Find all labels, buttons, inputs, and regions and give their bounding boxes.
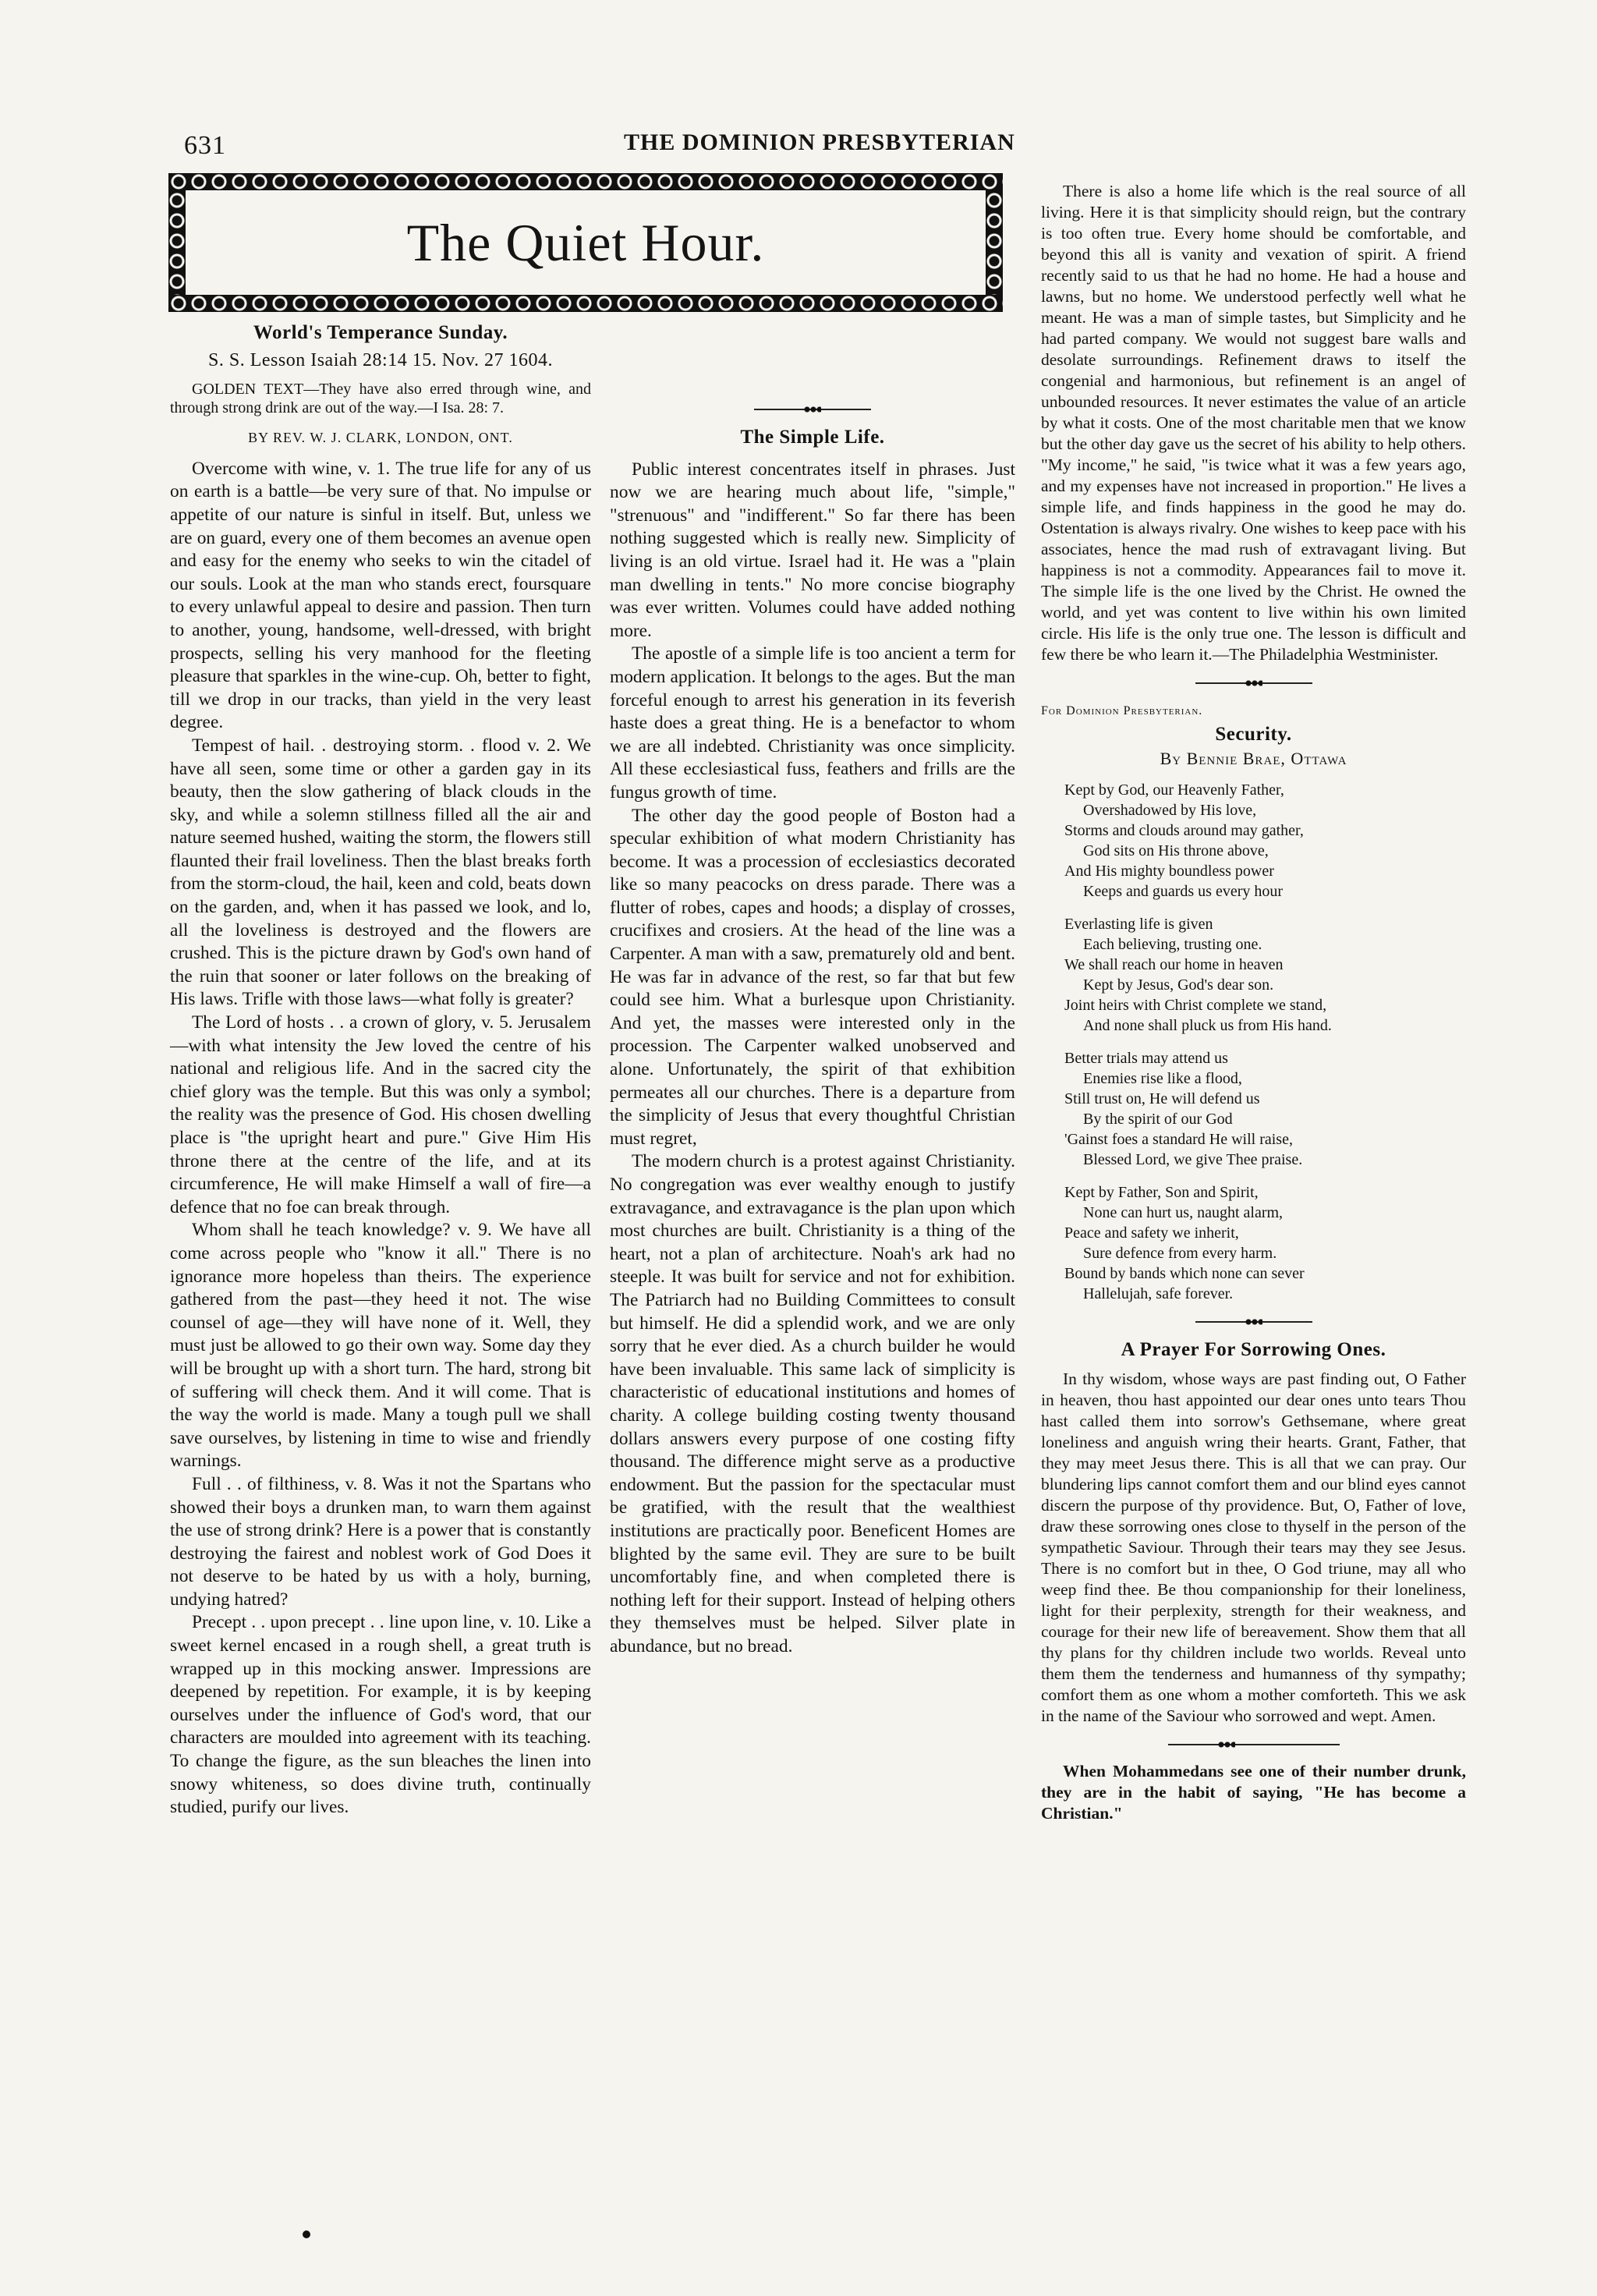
poem-line: None can hurt us, naught alarm,	[1083, 1203, 1284, 1221]
section-divider	[1195, 679, 1312, 687]
simple-life-column	[610, 392, 1015, 1658]
print-speck	[303, 2230, 310, 2238]
poem-stanza	[1064, 1182, 1466, 1304]
poem-line: Peace and safety we inherit,	[1064, 1224, 1239, 1242]
poem-line: Overshadowed by His love,	[1083, 801, 1257, 819]
poem-line: 'Gainst foes a standard He will raise,	[1064, 1130, 1293, 1148]
section-divider	[754, 406, 871, 413]
golden-text-body: GOLDEN TEXT—They have also erred through wine, and through strong drink are out of the way.—I Isa. 28: 7.	[170, 381, 591, 417]
poem-line: Storms and clouds around may gather,	[1064, 821, 1304, 839]
poem-title: Security.	[1215, 723, 1292, 745]
poem-line: We shall reach our home in heaven	[1064, 955, 1284, 973]
lesson-paragraph: The Lord of hosts . . a crown of glory, v. 5. Jerusalem—with what intensity the Jew loved the centre of his national and religious life. And in the sacred city the chief glory was the temple. But this was only a symbol; the reality was the presence of God. His chosen dwelling place is "the upright heart and pure." Give Him His throne there at the centre of the life, and at its circumference, He will make Himself a wall of fire—a defence that no foe can break through.	[170, 1012, 591, 1217]
poem-line: Enemies rise like a flood,	[1083, 1069, 1242, 1087]
lesson-paragraph: Tempest of hail. . destroying storm. . flood v. 2. We have all seen, some time or other a garden gay in its beauty, then the slow gathering of black clouds in the sky, and while a solemn stillness filled all the air and nature seemed hushed, waiting the storm, the flowers still flaunted their frail loveliness. Then the blast breaks forth from the storm-cloud, the hail, keen and cold, beats down on the garden, and, when it has passed we look, and lo, all the loveliness is destroyed and the flowers are crushed. This is the picture drawn by God's own hand of the ruin that sooner or later follows on the breaking of His laws. Trifle with those laws—what folly is greater?	[170, 735, 591, 1010]
simple-life-paragraph: The modern church is a protest against Christianity. No congregation was ever wealthy enough to justify extravagance, and extravagance is the plan upon which most churches are built. Christianity is a thing of the heart, not a plan of architecture. Noah's ark had no steeple. It was built for service and not for exhibition. The Patriarch had no Building Committees to consult but himself. He did a splendid work, and we are only sorry that he ever died. As a church builder he would have been invaluable. This same lack of simplicity is characteristic of educational institutions and homes of charity. A college building costing twenty thousand dollars answers every purpose of one costing fifty thousand. The difference might serve as a productive endowment. But the passion for the spectacular must be gratified, with the result that the wealthiest institutions are practically poor. Beneficent Homes are blighted by the same evil. They are sure to be built uncomfortably fine, and when completed there is nothing left for their support. Instead of helping others they themselves must be helped. Silver plate in abundance, but no bread.	[610, 1151, 1015, 1656]
department-banner	[168, 173, 1003, 312]
poem-line: Everlasting life is given	[1064, 915, 1213, 933]
poem-line: By the spirit of our God	[1083, 1110, 1233, 1128]
poem-line: Kept by Father, Son and Spirit,	[1064, 1183, 1259, 1201]
golden-text	[170, 380, 591, 417]
poem-stanza	[1064, 1048, 1466, 1170]
simple-life-paragraph: Public interest concentrates itself in phrases. Just now we are hearing much about life, "simple," "strenuous" and "indifferent." So far there has been nothing suggested which is really new. Simplicity of living is an old virtue. Israel had it. He was a "plain man dwelling in tents." No more concise biography was ever written. Volumes could have added nothing more.	[610, 459, 1015, 641]
lesson-byline: BY REV. W. J. CLARK, LONDON, ONT.	[248, 430, 513, 446]
poem-line: Keeps and guards us every hour	[1083, 882, 1284, 900]
poem-line: Better trials may attend us	[1064, 1049, 1228, 1067]
lesson-title: World's Temperance Sunday.	[253, 322, 508, 343]
poem-source: For Dominion Presbyterian.	[1041, 704, 1203, 718]
poem-line: Kept by Jesus, God's dear son.	[1083, 976, 1274, 994]
lesson-paragraph: Whom shall he teach knowledge? v. 9. We have all come across people who "know it all." There is no ignorance more hopeless than theirs. The experience gathered from the past—they heed it not. The wise counsel of age—they will have none of it. Well, they must just be allowed to go their own way. Some day they will be brought up with a short turn. The hard, strong bit of suffering will check them. And it will come. That is the way the world is made. Many a tough pull we shall save ourselves, by listening in time to wise and friendly warnings.	[170, 1220, 591, 1472]
lesson-paragraph: Full . . of filthiness, v. 8. Was it not the Spartans who showed their boys a drunken man, to warn them against the use of strong drink? Here is a power that is constantly destroying the fairest and noblest work of God Does it not deserve to be hated by us with a holy, burning, undying hatred?	[170, 1473, 591, 1610]
lesson-reference: S. S. Lesson Isaiah 28:14 15. Nov. 27 1604.	[208, 349, 553, 370]
banner-border-bottom	[168, 295, 1003, 312]
department-title: The Quiet Hour.	[406, 213, 765, 272]
simple-life-paragraph: The other day the good people of Boston had a specular exhibition of what modern Christianity has become. It was a procession of ecclesiastics decorated like so many peacocks on dress parade. There was a flutter of robes, capes and hoods; a display of crosses, crucifixes and crosiers. At the head of the line was a Carpenter. A man with a saw, prematurely old and bent. He was far in advance of the rest, so far that but few could see him. What a burlesque upon Christianity. And yet, the masses were interested only in the procession. The Carpenter walked unobserved and alone. Unfortunately, the spirit of that exhibition permeates all our churches. There is a departure from the simplicity of Jesus that every thoughtful Christian must regret,	[610, 805, 1015, 1149]
poem-byline: By Bennie Brae, Ottawa	[1160, 749, 1347, 769]
poem-stanza	[1064, 780, 1466, 902]
poem-line: God sits on His throne above,	[1083, 842, 1269, 859]
poem-line: Each believing, trusting one.	[1083, 935, 1262, 953]
poem-line: Blessed Lord, we give Thee praise.	[1083, 1150, 1303, 1168]
right-column	[1041, 181, 1466, 1824]
lesson-column	[170, 321, 591, 1819]
simple-life-title: The Simple Life.	[740, 427, 885, 448]
section-divider	[1195, 1318, 1312, 1326]
poem-line: And none shall pluck us from His hand.	[1083, 1016, 1332, 1034]
banner-border-top	[168, 173, 1003, 190]
prayer-title: A Prayer For Sorrowing Ones.	[1121, 1338, 1386, 1360]
poem-line: Bound by bands which none can sever	[1064, 1264, 1305, 1282]
poem-line: Hallelujah, safe forever.	[1083, 1284, 1234, 1302]
prayer-text: In thy wisdom, whose ways are past finding out, O Father in heaven, thou hast appointed our dear ones unto tears Thou hast called them into sorrow's Gethsemane, where great loneliness and anguish wring their hearts. Grant, Father, that they may meet Jesus there. This is all that we can pray. Our blundering lips cannot comfort them and our blind eyes cannot discern the purpose of thy providence. But, O, Father of love, draw these sorrowing ones close to thyself in the person of the sympathetic Saviour. Through their tears may they see Jesus. There is no comfort but in thee, O God triune, may all who weep find thee. Be thou companionship for their loneliness, light for their perplexity, strength for their weakness, and courage for their new life of bereavement. Show them that all thy plans for thy children include two worlds. Reveal unto them them the tenderness and humanness of thy sympathy; comfort them as one whom a mother comforteth. This we ask in the name of the Saviour who sorrowed and wept. Amen.	[1041, 1369, 1466, 1726]
poem	[1064, 780, 1466, 1304]
running-head: THE DOMINION PRESBYTERIAN	[624, 129, 1015, 155]
poem-stanza	[1064, 914, 1466, 1036]
closing-note: When Mohammedans see one of their number drunk, they are in the habit of saying, "He has become a Christian."	[1041, 1762, 1466, 1823]
page-number: 631	[184, 131, 226, 160]
section-divider	[1168, 1741, 1340, 1749]
poem-line: Still trust on, He will defend us	[1064, 1090, 1260, 1107]
lesson-paragraph: Precept . . upon precept . . line upon line, v. 10. Like a sweet kernel encased in a rough shell, a great truth is wrapped up in this mocking answer. Impressions are deepened by repetition. For example, it is by keeping ourselves under the influence of God's word, that our characters are moulded into agreement with its teaching. To change the figure, as the sun bleaches the linen into snowy whiteness, so does divine truth, continually studied, purify our lives.	[170, 1612, 591, 1818]
poem-line: Kept by God, our Heavenly Father,	[1064, 781, 1284, 799]
poem-line: Sure defence from every harm.	[1083, 1244, 1277, 1262]
lesson-paragraph: Overcome with wine, v. 1. The true life for any of us on earth is a battle—be very sure of that. No impulse or appetite of our nature is sinful in itself. But, unless we are on guard, every one of them becomes an avenue open and easy for the enemy who seeks to win the citadel of our souls. Look at the man who stands erect, foursquare to every unlawful appeal to desire and passion. Then turn to another, young, handsome, well-dressed, with bright prospects, selling his very manhood for the fleeting pleasure that sparkles in the wine-cup. Oh, better to fight, till we drop in our tracks, than yield in the very least degree.	[170, 458, 591, 733]
poem-line: And His mighty boundless power	[1064, 862, 1274, 880]
simple-life-paragraph: The apostle of a simple life is too ancient a term for modern application. It belongs to the ages. But the man forceful enough to arrest his generation in its feverish haste does a great thing. He is a benefactor to whom we are all indebted. Christianity was once simplicity. All these ecclesiastical fuss, feathers and frills are the fungus growth of time.	[610, 643, 1015, 803]
poem-line: Joint heirs with Christ complete we stand,	[1064, 996, 1327, 1014]
simple-life-paragraph: There is also a home life which is the real source of all living. Here it is that simplicity should reign, but the contrary is too often true. Every home should be comfortable, and beyond this all is vanity and vexation of spirit. A friend recently said to us that he had no home. He had a house and lawns, but no home. We understood perfectly well what he meant. He was a man of simple tastes, but Simplicity and he had parted company. We would not suggest bare walls and desolate surroundings. Refinement draws to itself the congenial and harmonious, but refinement is an angel of unbounded resources. It never estimates the value of an article by what it costs. One of the most charitable men that we know but the other day gave us the secret of his ability to help others. "My income," he said, "is twice what it was a few years ago, and my expenses have not increased in proportion." He lives a simple life, and finds happiness in the good he may do. Ostentation is always rivalry. One wishes to keep pace with his associates, hence the mad rush of extravagant living. But happiness is not a commodity. Appearances fail to move it. The simple life is the one lived by the Christ. He owned the world, and yet was content to live within his own limited circle. His life is the only true one. The lesson is difficult and few there be who learn it.—The Philadelphia Westminister.	[1041, 182, 1466, 664]
